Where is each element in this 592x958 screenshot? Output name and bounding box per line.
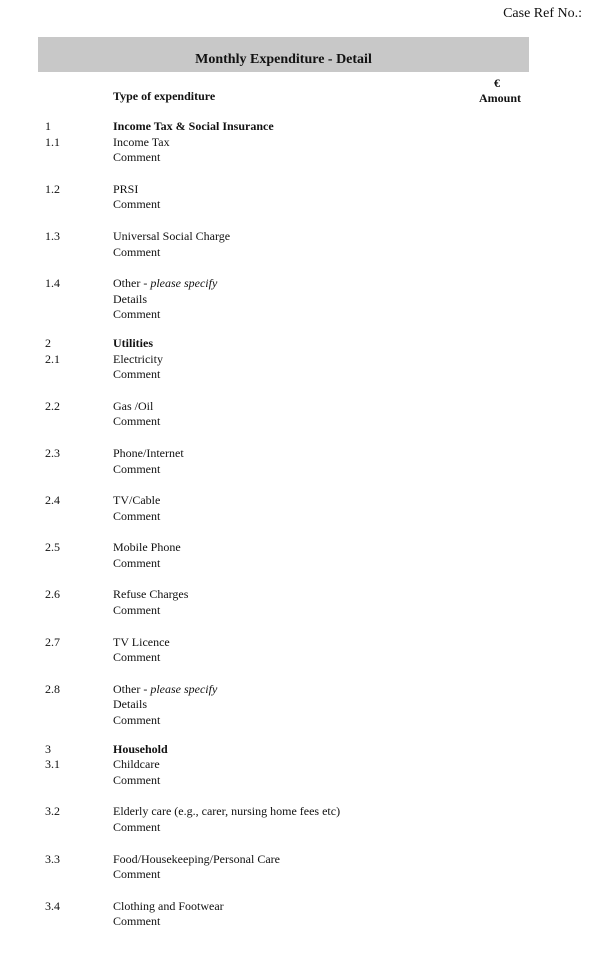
item-label-text: Elderly care (e.g., carer, nursing home fees etc) xyxy=(113,804,341,819)
expenditure-item-row xyxy=(0,493,592,509)
item-label-text: Household xyxy=(113,741,168,756)
item-number: 1.3 xyxy=(45,228,60,243)
item-label-text: Comment xyxy=(113,650,161,665)
item-label xyxy=(113,587,188,603)
item-label-text: Comment xyxy=(113,307,161,322)
expenditure-item-row xyxy=(0,276,592,292)
row-spacer xyxy=(0,260,592,276)
item-label-text: Refuse Charges xyxy=(113,587,189,602)
item-label-text: Comment xyxy=(113,414,161,429)
item-number: 2 xyxy=(45,335,51,350)
page-title: Monthly Expenditure - Detail xyxy=(195,52,372,67)
expenditure-item-row xyxy=(0,587,592,603)
item-label-text: PRSI xyxy=(113,181,139,196)
expenditure-item-row xyxy=(0,446,592,462)
item-label-text: Other - xyxy=(113,681,151,696)
item-label xyxy=(113,540,181,556)
sub-line-row xyxy=(0,697,592,713)
sub-line-row xyxy=(0,603,592,619)
item-number: 2.4 xyxy=(45,493,60,508)
item-label-text: Comment xyxy=(113,244,161,259)
item-number: 1.4 xyxy=(45,276,60,291)
item-label-text: Comment xyxy=(113,713,161,728)
item-label xyxy=(113,867,160,883)
item-label xyxy=(113,635,170,651)
item-label xyxy=(113,352,163,368)
sub-line-row xyxy=(0,292,592,308)
item-number: 3.4 xyxy=(45,898,60,913)
item-label-text: Comment xyxy=(113,150,161,165)
item-label xyxy=(113,697,147,713)
item-label xyxy=(113,229,230,245)
item-label xyxy=(113,182,138,198)
item-label-text: Comment xyxy=(113,555,161,570)
item-label xyxy=(113,773,160,789)
expenditure-item-row xyxy=(0,399,592,415)
item-label-text: Comment xyxy=(113,603,161,618)
item-label xyxy=(113,399,153,415)
item-label xyxy=(113,852,280,868)
row-spacer xyxy=(0,788,592,804)
item-label xyxy=(113,493,160,509)
column-header-type: Type of expenditure xyxy=(113,89,216,103)
item-label-text: Food/Housekeeping/Personal Care xyxy=(113,851,280,866)
expenditure-item-row xyxy=(0,852,592,868)
sub-line-row xyxy=(0,867,592,883)
section-heading-row xyxy=(0,742,592,758)
item-label-text: Comment xyxy=(113,914,161,929)
item-label-text: Comment xyxy=(113,367,161,382)
column-header-amount: Amount xyxy=(479,91,522,105)
item-label xyxy=(113,367,160,383)
sub-line-row xyxy=(0,914,592,930)
expenditure-item-row xyxy=(0,352,592,368)
row-spacer xyxy=(0,883,592,899)
item-label xyxy=(113,914,160,930)
row-spacer xyxy=(0,524,592,540)
item-label-text: Details xyxy=(113,291,147,306)
item-label xyxy=(113,804,340,820)
item-number: 2.3 xyxy=(45,445,60,460)
item-label xyxy=(113,509,160,525)
item-label xyxy=(113,820,160,836)
item-label-text: Comment xyxy=(113,461,161,476)
item-number: 2.6 xyxy=(45,587,60,602)
item-label-text: Comment xyxy=(113,197,161,212)
row-spacer xyxy=(0,729,592,742)
expenditure-item-row xyxy=(0,899,592,915)
item-number: 2.8 xyxy=(45,681,60,696)
currency-symbol: € xyxy=(494,76,500,90)
item-label xyxy=(113,899,224,915)
sub-line-row xyxy=(0,197,592,213)
item-label-text: Phone/Internet xyxy=(113,445,184,460)
item-number: 3.1 xyxy=(45,757,60,772)
item-label-text: Childcare xyxy=(113,757,160,772)
sub-line-row xyxy=(0,245,592,261)
item-label xyxy=(113,135,170,151)
row-spacer xyxy=(0,323,592,336)
row-spacer xyxy=(0,213,592,229)
item-label-text: Gas /Oil xyxy=(113,398,154,413)
item-label-text: Clothing and Footwear xyxy=(113,898,224,913)
row-spacer xyxy=(0,166,592,182)
item-label xyxy=(113,150,160,166)
row-spacer xyxy=(0,477,592,493)
item-label xyxy=(113,336,153,352)
sub-line-row xyxy=(0,414,592,430)
item-label xyxy=(113,462,160,478)
row-spacer xyxy=(0,383,592,399)
item-label xyxy=(113,446,184,462)
item-label xyxy=(113,307,160,323)
item-label xyxy=(113,119,274,135)
expenditure-item-row xyxy=(0,757,592,773)
item-label-text: Income Tax & Social Insurance xyxy=(113,119,274,133)
item-label-text: TV/Cable xyxy=(113,493,161,508)
item-label xyxy=(113,414,160,430)
sub-line-row xyxy=(0,713,592,729)
section-heading-row xyxy=(0,119,592,135)
expenditure-item-row xyxy=(0,635,592,651)
sub-line-row xyxy=(0,462,592,478)
sub-line-row xyxy=(0,773,592,789)
sub-line-row xyxy=(0,650,592,666)
title-bar xyxy=(38,37,529,72)
item-label-text: Universal Social Charge xyxy=(113,228,231,243)
item-label-text: Details xyxy=(113,697,147,712)
item-label xyxy=(113,603,160,619)
sub-line-row xyxy=(0,820,592,836)
item-label xyxy=(113,292,147,308)
item-number: 2.2 xyxy=(45,398,60,413)
item-number: 2.1 xyxy=(45,351,60,366)
item-label-text: Comment xyxy=(113,820,161,834)
item-label xyxy=(113,197,160,213)
item-label-text: Electricity xyxy=(113,351,163,366)
item-label-text: Income Tax xyxy=(113,134,170,149)
item-number: 1.2 xyxy=(45,181,60,196)
item-label-hint: please specify xyxy=(150,681,218,696)
item-number: 2.5 xyxy=(45,540,60,555)
row-spacer xyxy=(0,836,592,852)
row-spacer xyxy=(0,666,592,682)
item-label-text: Comment xyxy=(113,508,161,523)
sub-line-row xyxy=(0,367,592,383)
expenditure-item-row xyxy=(0,182,592,198)
item-label-hint: please specify xyxy=(150,276,218,291)
row-spacer xyxy=(0,619,592,635)
sub-line-row xyxy=(0,509,592,525)
expenditure-item-row xyxy=(0,682,592,698)
expenditure-item-row xyxy=(0,540,592,556)
item-number: 1.1 xyxy=(45,134,60,149)
expenditure-item-row xyxy=(0,135,592,151)
item-label-text: Other - xyxy=(113,276,151,291)
sub-line-row xyxy=(0,307,592,323)
section-heading-row xyxy=(0,336,592,352)
row-spacer xyxy=(0,571,592,587)
item-number: 3.3 xyxy=(45,851,60,866)
item-label-text: Comment xyxy=(113,867,161,882)
item-label xyxy=(113,682,217,698)
item-number: 2.7 xyxy=(45,634,60,649)
item-label xyxy=(113,757,160,773)
row-spacer xyxy=(0,430,592,446)
sub-line-row xyxy=(0,556,592,572)
item-label-text: Comment xyxy=(113,772,161,787)
expenditure-item-row xyxy=(0,229,592,245)
item-label xyxy=(113,276,217,292)
item-number: 1 xyxy=(45,119,51,133)
item-label-text: Mobile Phone xyxy=(113,540,181,555)
item-label xyxy=(113,650,160,666)
expenditure-list xyxy=(0,119,592,930)
item-number: 3.2 xyxy=(45,804,60,819)
item-label xyxy=(113,742,168,758)
case-ref-label: Case Ref No.: xyxy=(503,6,582,21)
item-label xyxy=(113,556,160,572)
expenditure-item-row xyxy=(0,804,592,820)
item-label-text: TV Licence xyxy=(113,634,170,649)
sub-line-row xyxy=(0,150,592,166)
item-label xyxy=(113,245,160,261)
item-label xyxy=(113,713,160,729)
item-number: 3 xyxy=(45,741,51,756)
item-label-text: Utilities xyxy=(113,335,153,350)
